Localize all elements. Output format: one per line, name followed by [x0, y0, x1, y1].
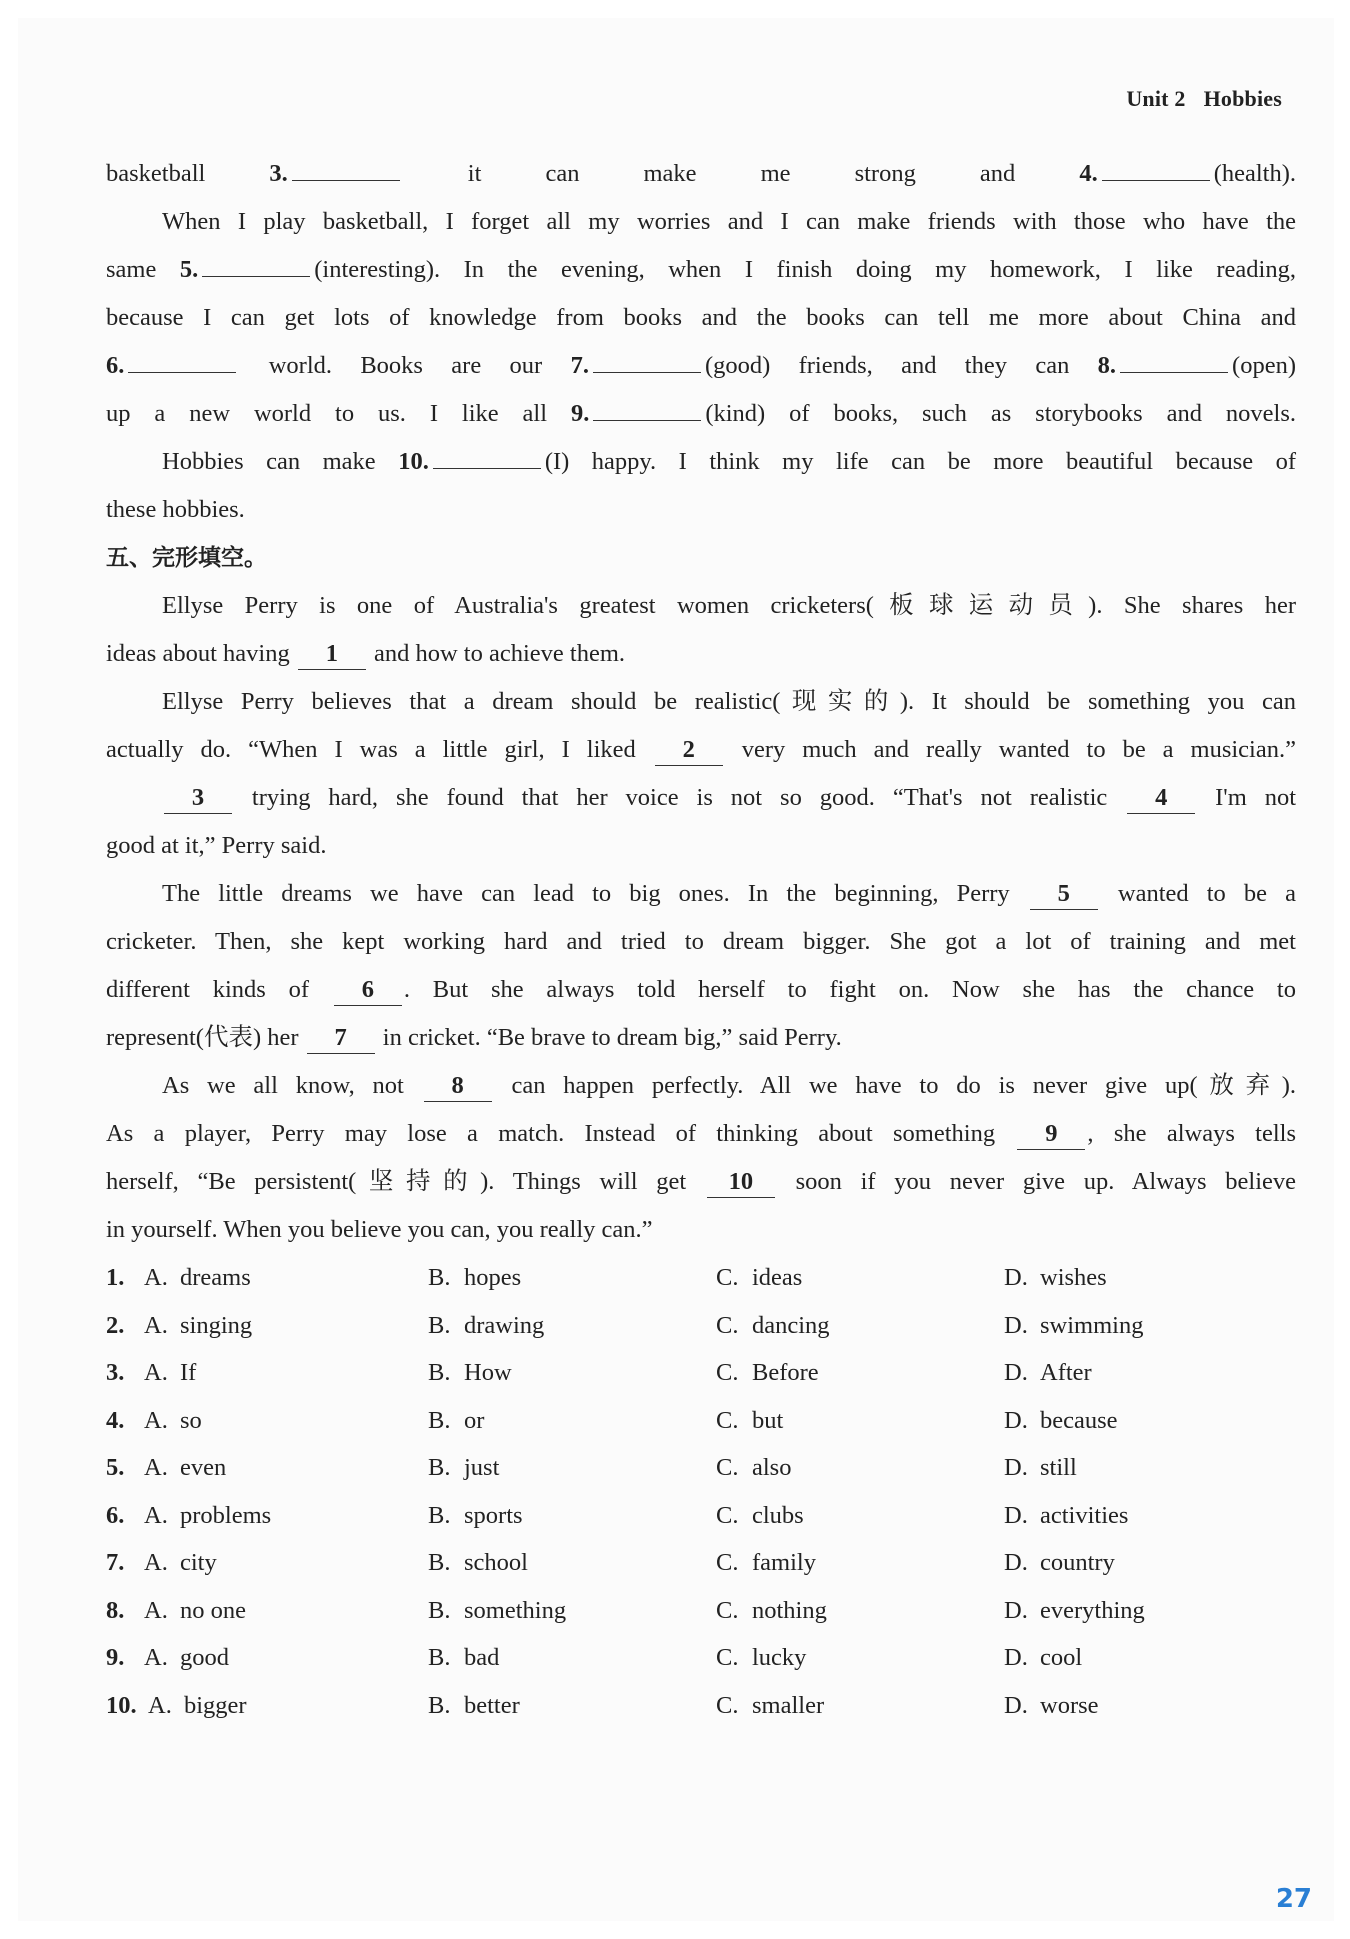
answer-blank-4[interactable] [1102, 158, 1210, 181]
answer-blank-8[interactable] [1120, 350, 1228, 373]
option-text: school [464, 1549, 528, 1576]
option-row [106, 1349, 1296, 1397]
option-row [106, 1397, 1296, 1445]
option-d[interactable] [1004, 1492, 1128, 1540]
option-letter: A. [144, 1406, 168, 1434]
question-number: 7. [106, 1549, 125, 1576]
option-b[interactable] [428, 1587, 566, 1635]
option-row [106, 1587, 1296, 1635]
cloze-blank-5[interactable]: 5 [1030, 881, 1098, 910]
option-a[interactable] [144, 1587, 246, 1635]
option-text: but [752, 1406, 784, 1434]
option-row [106, 1254, 1296, 1302]
question-number: 8. [106, 1596, 125, 1624]
option-a[interactable] [144, 1254, 251, 1302]
option-letter: C. [716, 1549, 739, 1576]
option-letter: C. [716, 1406, 739, 1434]
option-text: even [180, 1454, 227, 1481]
option-letter: D. [1004, 1691, 1028, 1719]
option-letter: D. [1004, 1264, 1028, 1291]
option-letter: D. [1004, 1644, 1028, 1671]
option-c[interactable] [716, 1682, 824, 1730]
question-number: 2. [106, 1311, 125, 1339]
cloze-blank-3[interactable]: 3 [164, 785, 232, 814]
option-letter: A. [144, 1501, 168, 1529]
option-letter: C. [716, 1691, 739, 1719]
cloze-line: cricketer. Then, she kept working hard and tried to dream bigger. She got a lot of training and met [106, 928, 1296, 955]
passage-line: basketball 3. it can make me strong and 4. (health). [106, 160, 1296, 187]
option-row [106, 1634, 1296, 1682]
option-row [106, 1539, 1296, 1587]
option-text: city [180, 1549, 217, 1576]
option-text: so [180, 1406, 202, 1434]
option-a[interactable] [144, 1634, 229, 1682]
option-text: lucky [752, 1644, 807, 1671]
option-letter: B. [428, 1359, 451, 1386]
option-text: If [180, 1359, 197, 1386]
cloze-line: Ellyse Perry believes that a dream should be realistic(现实的). It should be something you can [162, 688, 1296, 715]
answer-blank-6[interactable] [128, 350, 236, 373]
option-d[interactable] [1004, 1254, 1107, 1302]
option-text: problems [180, 1501, 272, 1529]
option-d[interactable] [1004, 1349, 1092, 1397]
option-c[interactable] [716, 1302, 830, 1350]
option-b[interactable] [428, 1682, 520, 1730]
option-text: After [1040, 1359, 1092, 1386]
cloze-blank-1[interactable]: 1 [298, 641, 366, 670]
passage-line: same 5. (interesting). In the evening, when I finish doing my homework, I like reading, [106, 256, 1296, 283]
option-text: ideas [752, 1264, 803, 1291]
option-c[interactable] [716, 1397, 783, 1445]
option-text: wishes [1040, 1264, 1107, 1291]
cloze-line: Ellyse Perry is one of Australia's greatest women cricketers(板球运动员). She shares her [162, 592, 1296, 619]
option-c[interactable] [716, 1492, 804, 1540]
option-text: Before [752, 1359, 819, 1386]
option-letter: C. [716, 1454, 739, 1481]
cloze-line: The little dreams we have can lead to big ones. In the beginning, Perry 5 wanted to be a [106, 870, 1296, 918]
option-letter: C. [716, 1264, 739, 1291]
answer-blank-7[interactable] [593, 350, 701, 373]
option-letter: B. [428, 1549, 451, 1576]
option-letter: C. [716, 1596, 739, 1624]
option-text: something [464, 1596, 567, 1624]
option-b[interactable] [428, 1397, 484, 1445]
option-text: still [1040, 1454, 1077, 1481]
page-header [1126, 86, 1282, 112]
option-b[interactable] [428, 1254, 521, 1302]
option-d[interactable] [1004, 1634, 1082, 1682]
option-text: bigger [184, 1691, 247, 1719]
option-text: sports [464, 1501, 523, 1529]
option-row [106, 1492, 1296, 1540]
option-text: swimming [1040, 1311, 1144, 1339]
cloze-line: actually do. “When I was a little girl, I liked 2 very much and really wanted to be a musician.” [106, 726, 1296, 774]
option-text: clubs [752, 1501, 804, 1529]
question-number: 10. [106, 1691, 137, 1719]
option-letter: B. [428, 1311, 451, 1339]
option-text: because [1040, 1406, 1118, 1434]
option-letter: A. [144, 1596, 168, 1624]
option-letter: C. [716, 1644, 739, 1671]
option-text: cool [1040, 1644, 1083, 1671]
option-text: better [464, 1691, 520, 1719]
question-number: 1. [106, 1264, 125, 1291]
option-text: dancing [752, 1311, 830, 1339]
option-a[interactable] [144, 1397, 202, 1445]
answer-blank-9[interactable] [593, 398, 701, 421]
passage-line: up a new world to us. I like all 9. (kind) of books, such as storybooks and novels. [106, 400, 1296, 427]
option-c[interactable] [716, 1444, 791, 1492]
option-text: dreams [180, 1264, 251, 1291]
option-letter: B. [428, 1596, 451, 1624]
option-a[interactable] [144, 1539, 217, 1587]
passage-line: Hobbies can make 10. (I) happy. I think my life can be more beautiful because of [162, 448, 1297, 475]
cloze-line: As a player, Perry may lose a match. Instead of thinking about something 9 , she always tells [106, 1110, 1296, 1158]
options-list [106, 1254, 1296, 1729]
option-text: good [180, 1644, 229, 1671]
question-number: 6. [106, 1501, 125, 1529]
option-text: or [464, 1406, 485, 1434]
option-b[interactable] [428, 1349, 512, 1397]
option-b[interactable] [428, 1492, 523, 1540]
option-c[interactable] [716, 1254, 802, 1302]
option-text: hopes [464, 1264, 522, 1291]
question-number: 5. [106, 1454, 125, 1481]
option-letter: C. [716, 1501, 739, 1529]
option-text: country [1040, 1549, 1115, 1576]
option-letter: D. [1004, 1454, 1028, 1481]
passage-line: because I can get lots of knowledge from books and the books can tell me more about China and [106, 304, 1296, 331]
option-text: everything [1040, 1596, 1145, 1624]
option-letter: D. [1004, 1359, 1028, 1386]
option-letter: A. [144, 1311, 168, 1339]
option-text: bad [464, 1644, 500, 1671]
worksheet-page [18, 18, 1334, 1921]
cloze-blank-9[interactable]: 9 [1017, 1121, 1085, 1150]
cloze-line: 3 trying hard, she found that her voice is not so good. “That's not realistic 4 I'm not [106, 774, 1296, 822]
option-d[interactable] [1004, 1587, 1145, 1635]
cloze-line: good at it,” Perry said. [106, 832, 327, 859]
option-row [106, 1444, 1296, 1492]
option-letter: B. [428, 1691, 451, 1719]
option-b[interactable] [428, 1539, 528, 1587]
option-letter: B. [428, 1264, 451, 1291]
cloze-blank-8[interactable]: 8 [424, 1073, 492, 1102]
option-letter: D. [1004, 1406, 1028, 1434]
option-d[interactable] [1004, 1682, 1099, 1730]
option-letter: C. [716, 1311, 739, 1339]
option-b[interactable] [428, 1302, 544, 1350]
option-b[interactable] [428, 1634, 499, 1682]
option-text: no one [180, 1596, 246, 1624]
cloze-blank-2[interactable]: 2 [655, 737, 723, 766]
option-text: smaller [752, 1691, 825, 1719]
passage-line: 6. world. Books are our 7. (good) friends, and they can 8. (open) [106, 352, 1296, 379]
cloze-blank-7[interactable]: 7 [307, 1025, 375, 1054]
option-letter: C. [716, 1359, 739, 1386]
page-number: 27 [1275, 1884, 1312, 1914]
cloze-line: herself, “Be persistent(坚持的). Things will get 10 soon if you never give up. Always believe [106, 1158, 1296, 1206]
option-letter: D. [1004, 1549, 1028, 1576]
cloze-line: ideas about having 1 and how to achieve them. [106, 630, 1296, 678]
passage-line: When I play basketball, I forget all my worries and I can make friends with those who have the [162, 208, 1296, 235]
option-letter: B. [428, 1406, 451, 1434]
option-d[interactable] [1004, 1397, 1118, 1445]
option-text: family [752, 1549, 816, 1576]
option-letter: D. [1004, 1501, 1028, 1529]
option-c[interactable] [716, 1634, 806, 1682]
option-a[interactable] [144, 1492, 271, 1540]
option-letter: A. [144, 1359, 168, 1386]
option-text: also [752, 1454, 792, 1481]
unit-label: Unit 2 [1126, 86, 1186, 111]
option-letter: B. [428, 1644, 451, 1671]
option-letter: B. [428, 1501, 451, 1529]
option-a[interactable] [144, 1349, 196, 1397]
option-letter: A. [144, 1264, 168, 1291]
option-b[interactable] [428, 1444, 499, 1492]
option-a[interactable] [144, 1444, 226, 1492]
question-number: 9. [106, 1644, 125, 1671]
option-d[interactable] [1004, 1539, 1115, 1587]
page-content [106, 150, 1296, 1729]
answer-blank-10[interactable] [433, 446, 541, 469]
cloze-blank-4[interactable]: 4 [1127, 785, 1195, 814]
option-c[interactable] [716, 1587, 827, 1635]
option-letter: D. [1004, 1311, 1028, 1339]
option-letter: D. [1004, 1596, 1028, 1624]
answer-blank-3[interactable] [292, 158, 400, 181]
passage-line: these hobbies. [106, 496, 245, 523]
option-c[interactable] [716, 1349, 819, 1397]
answer-blank-5[interactable] [202, 254, 310, 277]
question-number: 4. [106, 1406, 125, 1434]
cloze-line: in yourself. When you believe you can, you really can.” [106, 1216, 653, 1243]
section-title: 五、完形填空。 [106, 545, 267, 571]
option-text: worse [1040, 1691, 1099, 1719]
option-d[interactable] [1004, 1444, 1077, 1492]
option-letter: A. [144, 1454, 168, 1481]
cloze-blank-10[interactable]: 10 [707, 1169, 775, 1198]
option-c[interactable] [716, 1539, 816, 1587]
option-text: How [464, 1359, 512, 1386]
question-number: 3. [106, 1359, 125, 1386]
option-text: activities [1040, 1501, 1129, 1529]
option-row [106, 1302, 1296, 1350]
cloze-blank-6[interactable]: 6 [334, 977, 402, 1006]
option-text: just [464, 1454, 500, 1481]
option-text: nothing [752, 1596, 827, 1624]
option-text: singing [180, 1311, 253, 1339]
option-text: drawing [464, 1311, 545, 1339]
option-a[interactable] [148, 1682, 247, 1730]
unit-topic: Hobbies [1203, 86, 1282, 111]
cloze-line: represent(代表) her 7 in cricket. “Be brave to dream big,” said Perry. [106, 1014, 1296, 1062]
option-letter: A. [144, 1549, 168, 1576]
option-letter: A. [144, 1644, 168, 1671]
cloze-line: different kinds of 6 . But she always told herself to fight on. Now she has the chance to [106, 966, 1296, 1014]
option-letter: A. [148, 1691, 172, 1719]
option-d[interactable] [1004, 1302, 1143, 1350]
option-a[interactable] [144, 1302, 252, 1350]
option-letter: B. [428, 1454, 451, 1481]
option-row [106, 1682, 1296, 1730]
cloze-line: As we all know, not 8 can happen perfectly. All we have to do is never give up(放弃). [106, 1062, 1296, 1110]
